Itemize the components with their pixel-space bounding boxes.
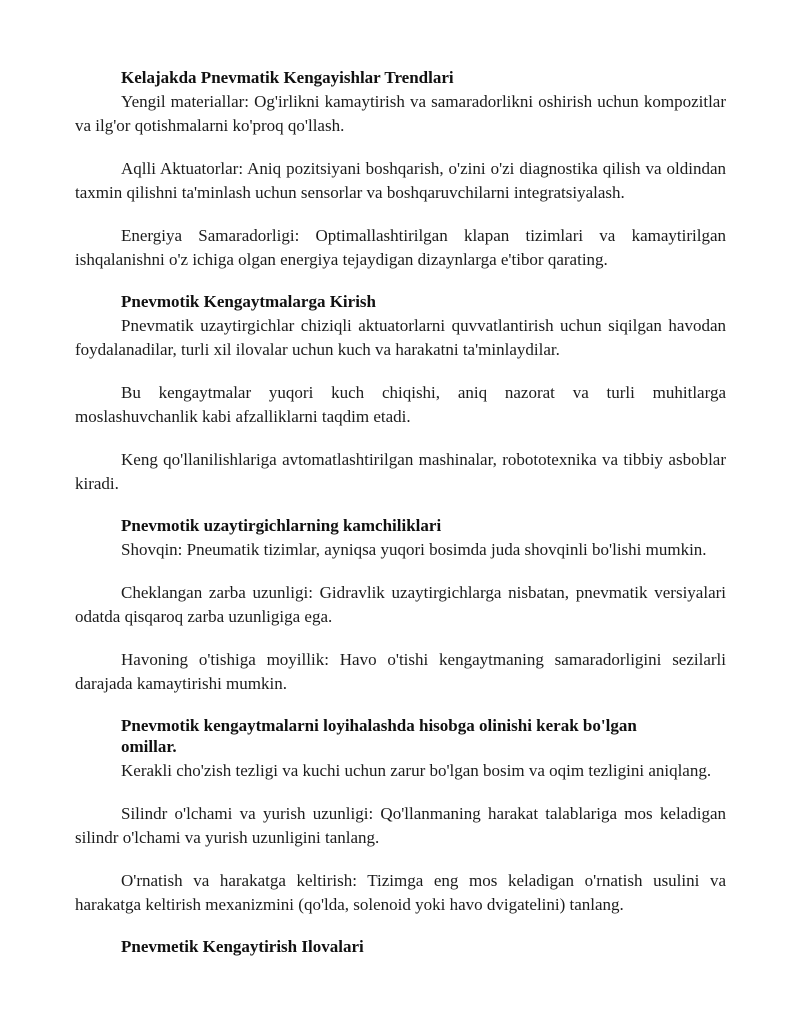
paragraph: O'rnatish va harakatga keltirish: Tizimga eng mos keladigan o'rnatish usulini va harakatga keltirish mexanizmini (qo'lda, solenoid yoki havo dvigatelini) tanlang. (75, 871, 726, 914)
section-applications (75, 936, 726, 957)
paragraph: Cheklangan zarba uzunligi: Gidravlik uzaytirgichlarga nisbatan, pnevmatik versiyalari odatda qisqaroq zarba uzunligiga ega. (75, 583, 726, 626)
paragraph: Yengil materiallar: Og'irlikni kamaytirish va samaradorlikni oshirish uchun kompozitlar va ilg'or qotishmalarni ko'proq qo'llash. (75, 92, 726, 135)
document-body (75, 67, 726, 959)
paragraph: Aqlli Aktuatorlar: Aniq pozitsiyani boshqarish, o'zini o'zi diagnostika qilish va oldindan taxmin qilishni ta'minlash uchun sensorlar va boshqaruvchilarni integratsiyalash. (75, 159, 726, 202)
section-design-factors (75, 715, 726, 917)
paragraph: Silindr o'lchami va yurish uzunligi: Qo'llanmaning harakat talablariga mos keladigan silindr o'lchami va yurish uzunligini tanlang. (75, 804, 726, 847)
paragraph: Energiya Samaradorligi: Optimallashtirilgan klapan tizimlari va kamaytirilgan ishqalanishni o'z ichiga olgan energiya tejaydigan dizaynlarga e'tibor qarating. (75, 226, 726, 269)
paragraph: Bu kengaytmalar yuqori kuch chiqishi, aniq nazorat va turli muhitlarga moslashuvchanlik kabi afzalliklarni taqdim etadi. (75, 383, 726, 426)
paragraph: Kerakli cho'zish tezligi va kuchi uchun zarur bo'lgan bosim va oqim tezligini aniqlang. (121, 761, 712, 780)
section-heading: Pnevmotik kengaytmalarni loyihalashda hisobga olinishi kerak bo'lgan omillar. (121, 716, 637, 756)
section-heading: Pnevmotik uzaytirgichlarning kamchiliklari (121, 516, 442, 535)
section-heading: Pnevmetik Kengaytirish Ilovalari (121, 937, 364, 956)
paragraph: Keng qo'llanilishlariga avtomatlashtirilgan mashinalar, robototexnika va tibbiy asboblar kiradi. (75, 450, 726, 493)
section-heading: Pnevmotik Kengaytmalarga Kirish (121, 292, 376, 311)
paragraph: Havoning o'tishiga moyillik: Havo o'tishi kengaytmaning samaradorligini sezilarli darajada kamaytirishi mumkin. (75, 650, 726, 693)
section-introduction (75, 291, 726, 496)
section-future-trends (75, 67, 726, 272)
section-disadvantages (75, 515, 726, 696)
paragraph: Pnevmatik uzaytirgichlar chiziqli aktuatorlarni quvvatlantirish uchun siqilgan havodan foydalanadilar, turli xil ilovalar uchun kuch va harakatni ta'minlaydilar. (75, 316, 726, 359)
paragraph: Shovqin: Pneumatik tizimlar, ayniqsa yuqori bosimda juda shovqinli bo'lishi mumkin. (121, 540, 707, 559)
section-heading: Kelajakda Pnevmatik Kengayishlar Trendlari (121, 68, 454, 87)
